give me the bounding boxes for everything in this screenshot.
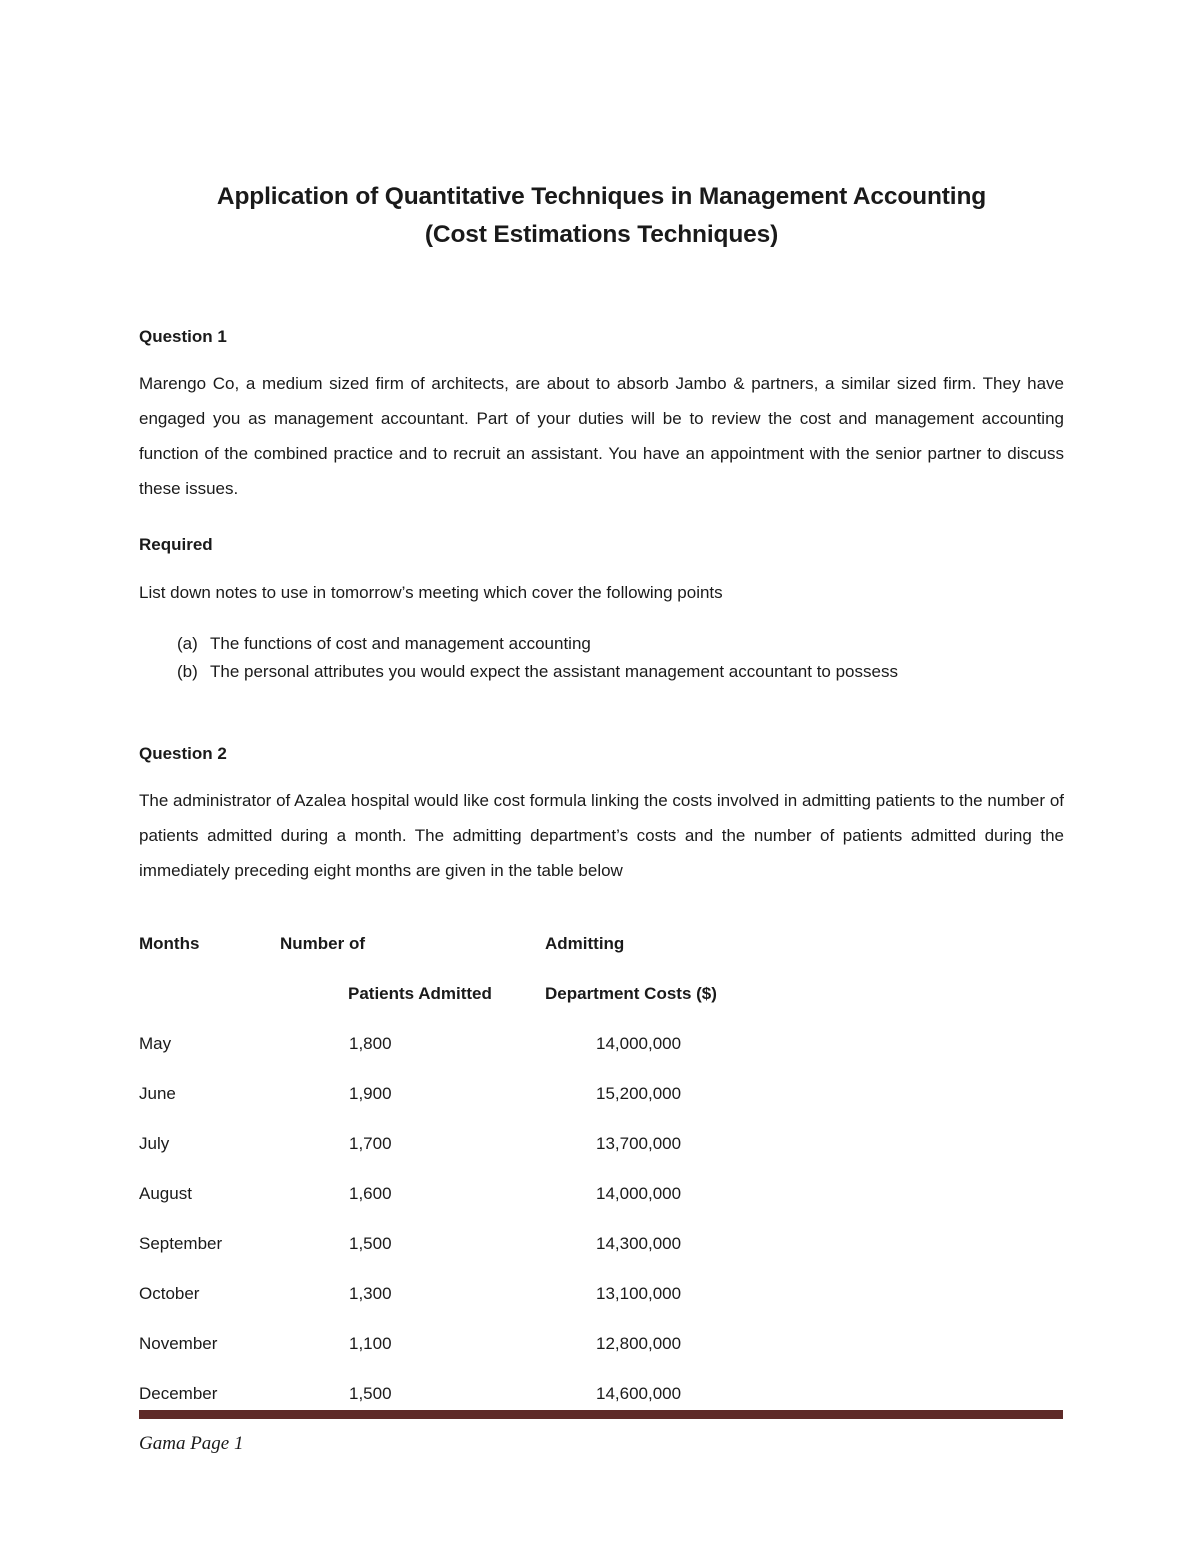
question-2-paragraph: The administrator of Azalea hospital would like cost formula linking the costs involved in admitting patients to the number of patients admitted during a month. The admitting department’s costs and the number of patients admitted during the immediately preceding eight months are given in the table below (139, 791, 1064, 880)
cell-cost: 14,300,000 (596, 1234, 682, 1253)
table-row (139, 1184, 1064, 1234)
table-header-row-1 (139, 934, 1064, 984)
list-item (139, 630, 1064, 658)
cell-cost: 15,200,000 (596, 1084, 682, 1103)
table-row (139, 1234, 1064, 1284)
table-header-row-2 (139, 984, 1064, 1034)
cell-patients: 1,700 (349, 1134, 392, 1153)
cell-cost: 13,100,000 (596, 1284, 682, 1303)
column-header-months: Months (139, 934, 200, 953)
cell-month: December (139, 1384, 218, 1403)
document-title-line-2: (Cost Estimations Techniques) (424, 221, 779, 248)
cell-patients: 1,300 (349, 1284, 392, 1303)
footer-page-label: Gama Page 1 (139, 1433, 244, 1454)
cell-month: November (139, 1334, 218, 1353)
question-1-heading: Question 1 (139, 327, 227, 346)
cell-month: October (139, 1284, 200, 1303)
list-item-label: The functions of cost and management accounting (210, 634, 591, 653)
cell-cost: 14,600,000 (596, 1384, 682, 1403)
cell-cost: 14,000,000 (596, 1034, 682, 1053)
list-item-marker: (b) (177, 662, 198, 681)
table-row (139, 1084, 1064, 1134)
table-row (139, 1384, 1064, 1434)
cell-month: September (139, 1234, 223, 1253)
cell-patients: 1,100 (349, 1334, 392, 1353)
cell-month: May (139, 1034, 172, 1053)
cell-cost: 12,800,000 (596, 1334, 682, 1353)
cell-cost: 13,700,000 (596, 1134, 682, 1153)
required-intro-paragraph: List down notes to use in tomorrow’s meeting which cover the following points (139, 583, 723, 602)
table-row (139, 1334, 1064, 1384)
cell-month: June (139, 1084, 176, 1103)
required-heading: Required (139, 535, 213, 554)
document-title-line-1: Application of Quantitative Techniques in Management Accounting (216, 183, 987, 210)
column-header-admitting: Admitting (545, 934, 625, 953)
page-content (139, 0, 1064, 1434)
list-item-marker: (a) (177, 634, 198, 653)
table-row (139, 1034, 1064, 1084)
cell-cost: 14,000,000 (596, 1184, 682, 1203)
cell-month: August (139, 1184, 192, 1203)
list-item (139, 658, 1064, 686)
cell-patients: 1,500 (349, 1384, 392, 1403)
question-2-heading: Question 2 (139, 744, 227, 763)
cell-patients: 1,600 (349, 1184, 392, 1203)
cell-patients: 1,800 (349, 1034, 392, 1053)
document-title (139, 0, 1064, 254)
question-1-list (139, 610, 1064, 686)
column-header-number-of: Number of (280, 934, 365, 953)
cell-patients: 1,500 (349, 1234, 392, 1253)
cell-month: July (139, 1134, 170, 1153)
table-row (139, 1134, 1064, 1184)
column-header-department-costs: Department Costs ($) (545, 984, 717, 1003)
table-row (139, 1284, 1064, 1334)
footer-divider (139, 1410, 1063, 1419)
column-header-patients-admitted: Patients Admitted (348, 984, 492, 1003)
list-item-label: The personal attributes you would expect the assistant management accountant to possess (210, 662, 898, 681)
admitting-costs-table (139, 888, 1064, 1434)
cell-patients: 1,900 (349, 1084, 392, 1103)
question-1-paragraph: Marengo Co, a medium sized firm of architects, are about to absorb Jambo & partners, a similar sized firm. They have engaged you as management accountant. Part of your duties will be to review the cost and management accounting function of the combined practice and to recruit an assistant. You have an appointment with the senior partner to discuss these issues. (139, 374, 1064, 498)
